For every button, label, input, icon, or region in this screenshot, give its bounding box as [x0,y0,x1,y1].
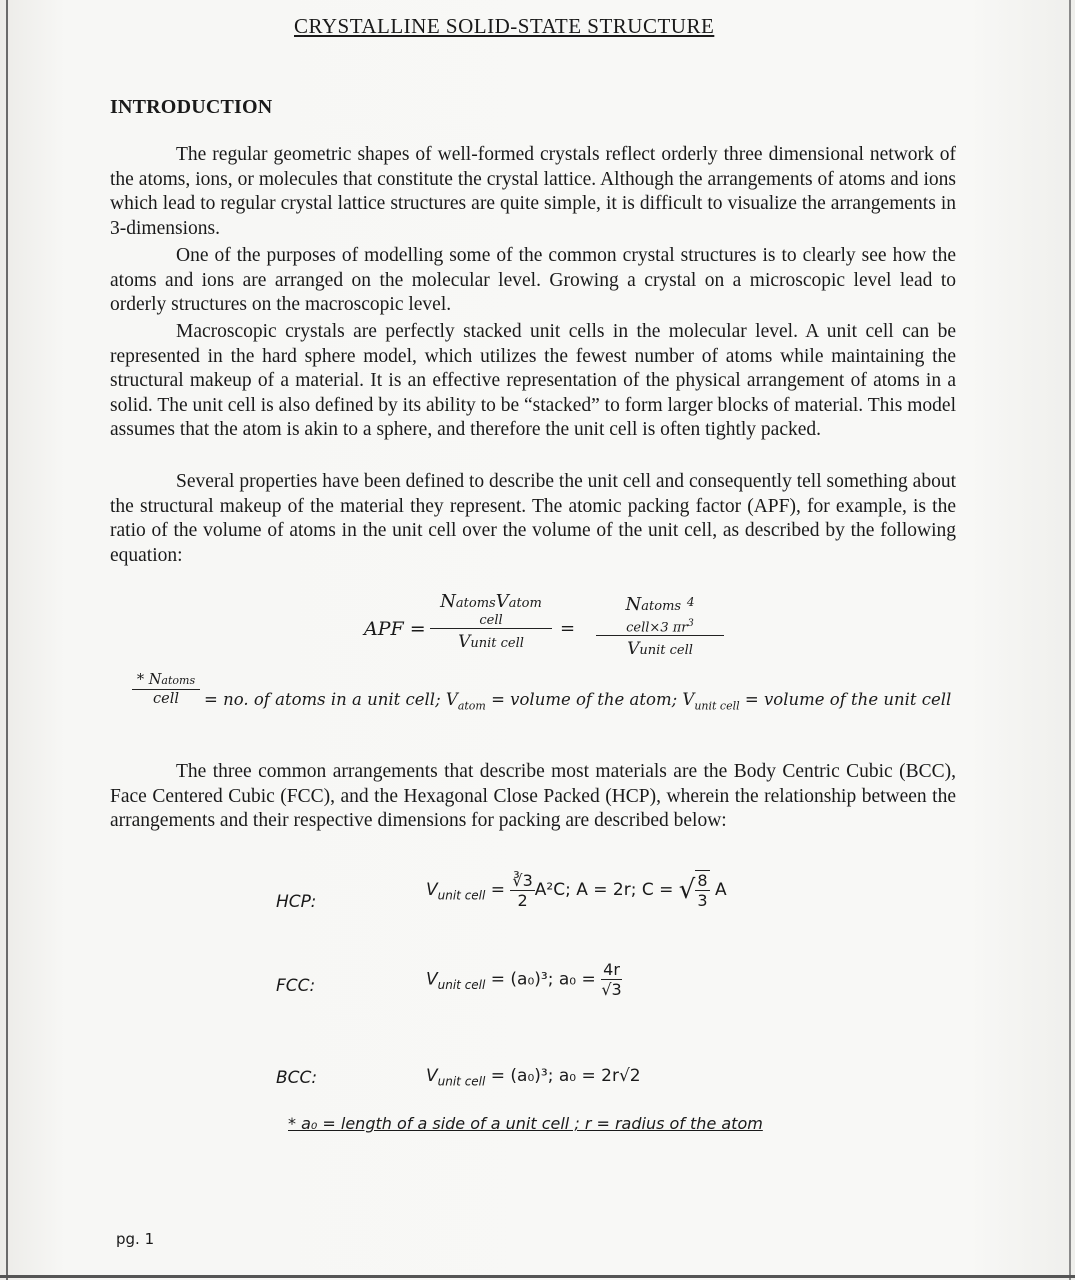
paragraph-1 [110,143,956,241]
apf-equation [364,592,724,670]
hcp-equation-row [276,870,836,930]
fcc-equation-row [276,960,836,1020]
paragraph-1-text: The regular geometric shapes of well-formed crystals reflect orderly three dimensional network of the atoms, ions, or molecules that constitute the crystal lattice. Although the arrangements of atoms and ions which lead to regular crystal lattice structures are quite simple, it is difficult to visualize the arrangements in 3-dimensions. [110,144,956,239]
apf-frac1-cell: cell [479,613,503,628]
paragraph-4-text: Several properties have been defined to describe the unit cell and consequently tell something about the structural makeup of the material they represent. The atomic packing factor (APF), for example, is the ratio of the volume of atoms in the unit cell over the volume of the unit cell, as described by the following equation: [110,471,956,566]
paragraph-5 [110,760,956,834]
paragraph-2 [110,244,956,318]
apf-fraction-1 [430,592,552,652]
apf-middle-equals: = [560,618,576,639]
natoms-per-cell: * Natoms cell [132,672,200,707]
paragraph-3 [110,320,956,443]
footnote: * a₀ = length of a side of a unit cell ; r = radius of the atom [288,1114,763,1133]
sqrt-icon: √ [678,875,696,905]
apf-fraction-2 [596,592,724,659]
bcc-label: BCC: [276,1068,318,1088]
apf-frac1-denominator: Vunit cell [458,632,524,652]
page-edge-right [1069,0,1071,1280]
hcp-sqrt-fraction: $\frac{8}{3}$ [697,871,708,910]
paragraph-3-text: Macroscopic crystals are perfectly stacked unit cells in the molecular level. A unit cell can be represented in the hard sphere model, which utilizes the fewest number of atoms while maintaining the structural makeup of a material. It is an effective representation of the physical arrangement of atoms in a solid. The unit cell is also defined by its ability to be “stacked” to form larger blocks of material. This model assumes that the atom is akin to a sphere, and therefore the unit cell is often tightly packed. [110,321,956,441]
hcp-label: HCP: [276,892,317,912]
hcp-equation: $V_{unit cell}$ = $\frac{∛3}{2}$ A²C; A = 2r; C = √ $\frac{8}{3}$ A [426,870,727,910]
apf-frac1-numerator: NatomsVatom cell [430,592,552,627]
paragraph-4 [110,470,956,568]
fcc-label: FCC: [276,976,316,996]
paragraph-5-text: The three common arrangements that describe most materials are the Body Centric Cubic (BCC), Face Centered Cubic (FCC), and the Hexagonal Close Packed (HCP), wherein the relationship between the arrangements and their respective dimensions for packing are described below: [110,761,956,832]
page-edge-left [6,0,8,1280]
apf-definition [132,672,952,718]
apf-frac2-numerator: Natoms $^4$ cell×3 $\pi r^3$ [625,594,695,636]
fraction-bar [596,635,724,636]
paragraph-2-text: One of the purposes of modelling some of the common crystal structures is to clearly see how the atoms and ions are arranged on the molecular level. Growing a crystal on a microscopic level lead to orderly structures on the macroscopic level. [110,245,956,316]
fcc-equation: $V_{unit cell} = (a_0)^3$; a₀ = $\frac{4r}{√3}$ [426,960,622,999]
apf-frac2-denominator: Vunit cell [627,639,693,660]
hcp-fraction: $\frac{∛3}{2}$ [512,870,533,910]
fraction-bar [430,628,552,629]
page-title: CRYSTALLINE SOLID-STATE STRUCTURE [294,14,715,38]
section-heading: INTRODUCTION [110,96,273,118]
fcc-fraction: $\frac{4r}{√3}$ [601,960,622,999]
page-number: pg. 1 [116,1230,155,1248]
bcc-equation-row [276,1060,836,1120]
apf-lhs: APF = [364,618,426,640]
bcc-equation: $V_{unit cell} = (a_0)^3$; a₀ = 2r√2 [426,1066,641,1089]
page-edge-bottom [0,1275,1075,1278]
definition-text: = no. of atoms in a unit cell; $V_{atom}$ = volume of the atom; $V_{unit cell}$ = volume of the unit cell [204,690,952,713]
